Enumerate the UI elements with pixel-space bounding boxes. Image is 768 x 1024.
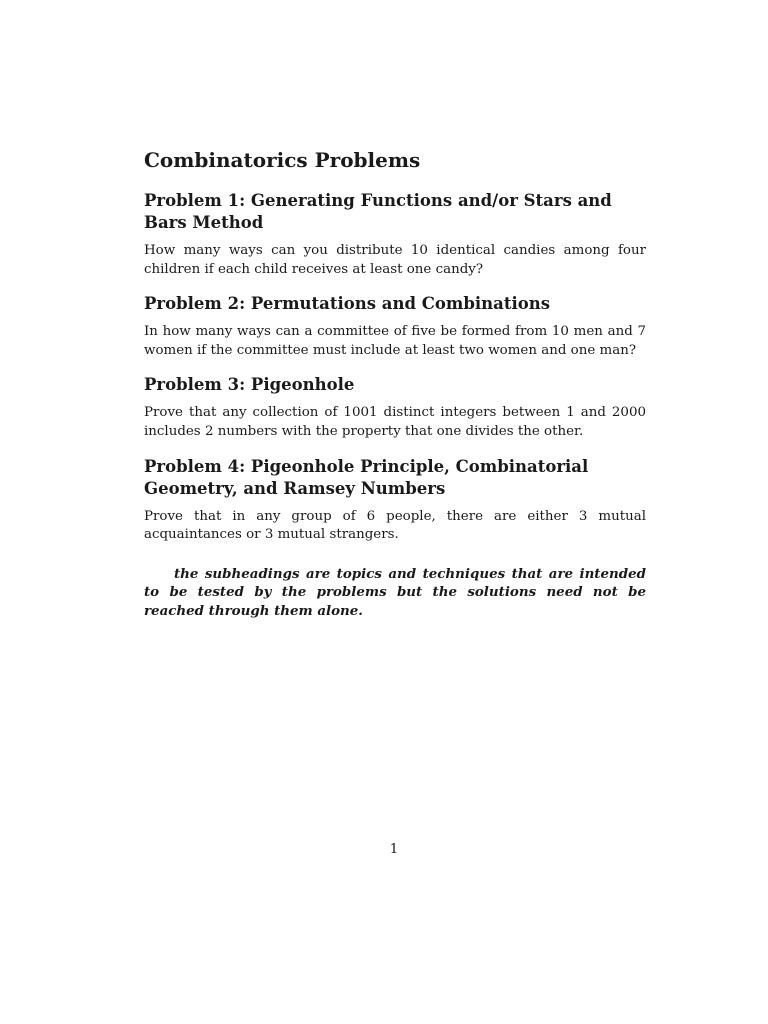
problem-section-4 [144,456,646,545]
problem-section-3 [144,374,646,441]
section-heading: Problem 2: Permutations and Combinations [144,294,551,314]
section-body: Prove that any collection of 1001 distinct integers between 1 and 2000 includes 2 numbers with the property that one divides the other. [144,405,646,439]
section-body: Prove that in any group of 6 people, there are either 3 mutual acquaintances or 3 mutual strangers. [144,508,646,543]
section-heading: Problem 4: Pigeonhole Principle, Combinatorial Geometry, and Ramsey Numbers [144,456,589,498]
section-heading: Problem 1: Generating Functions and/or Stars and Bars Method [144,191,612,232]
problem-section-2 [144,293,646,360]
footnote-remark: the subheadings are topics and techniques that are intended to be tested by the problems but the solutions need not be reached through them alone. [144,565,646,619]
section-heading: Problem 3: Pigeonhole [144,375,355,395]
section-body: How many ways can you distribute 10 identical candies among four children if each child receives at least one candy? [144,243,646,277]
section-body: In how many ways can a committee of five be formed from 10 men and 7 women if the committee must include at least two women and one man? [144,324,646,358]
page-number: 1 [389,842,399,857]
page-content [144,146,646,634]
problem-section-1 [144,190,646,279]
document-title: Combinatorics Problems [144,148,421,172]
